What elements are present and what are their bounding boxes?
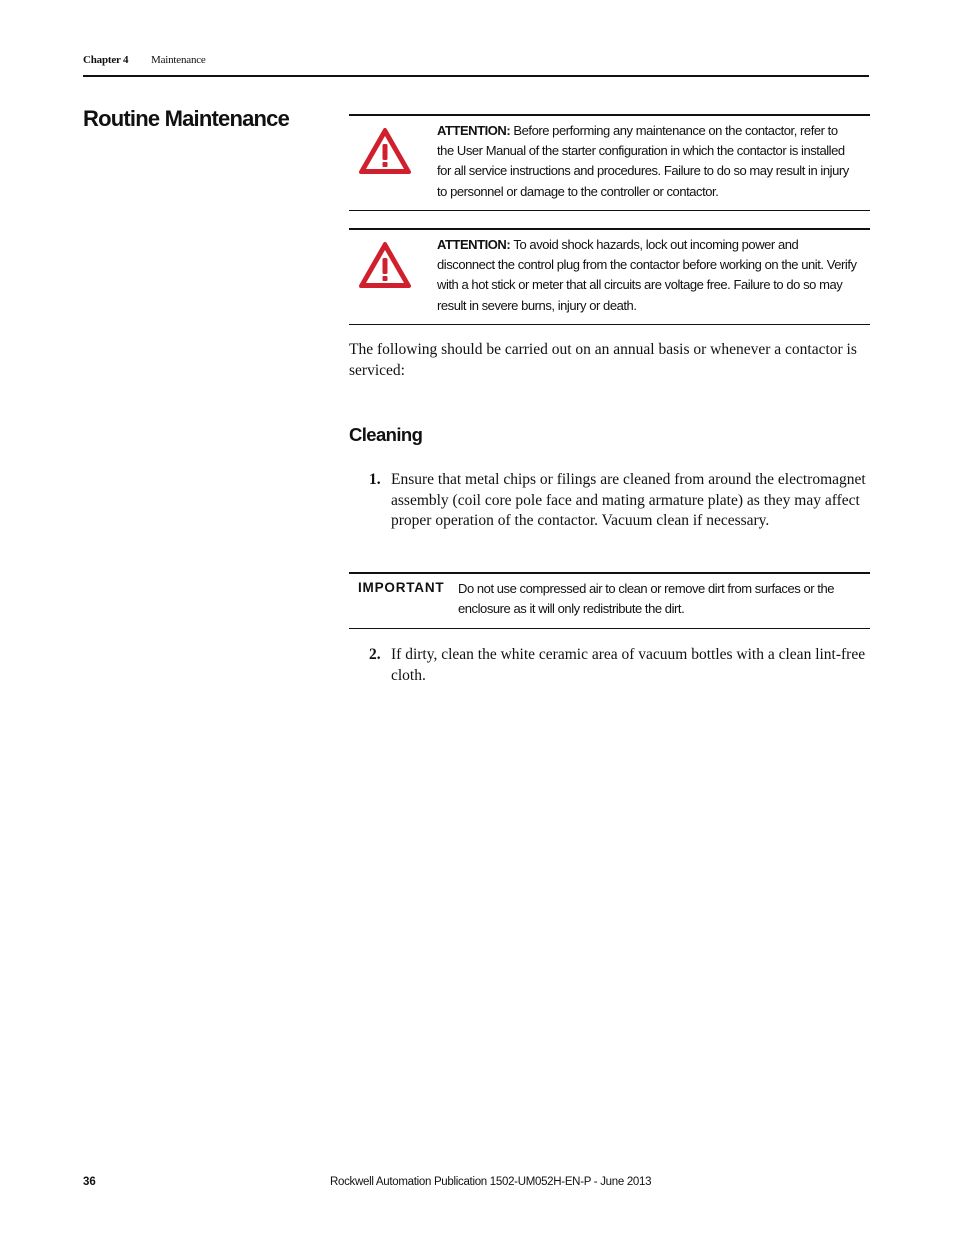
step-number: 2.: [369, 646, 381, 663]
step-number: 1.: [369, 471, 381, 488]
attention-box: [349, 228, 870, 325]
header-divider: [83, 75, 869, 77]
important-label: IMPORTANT: [358, 580, 445, 595]
publication-footer: Rockwell Automation Publication 1502-UM052H-EN-P - June 2013: [330, 1176, 652, 1188]
page-number: 36: [83, 1176, 96, 1188]
section-title: Routine Maintenance: [83, 106, 290, 131]
attention-box: [349, 114, 870, 211]
list-item: [349, 470, 869, 532]
subsection-title: Cleaning: [349, 424, 423, 445]
chapter-section-label: Maintenance: [151, 54, 206, 66]
attention-body: Before performing any maintenance on the contactor, refer to the User Manual of the starter configuration in which the contactor is installed for all service instructions and procedures. Failure to do so may result in injury to personnel or damage to the controller or contactor.: [437, 123, 849, 199]
chapter-label: Chapter 4: [83, 54, 129, 66]
step-text: Ensure that metal chips or filings are cleaned from around the electromagnet assembly (coil core pole face and mating armature plate) as they may affect proper operation of the contactor. Vacuum clean if necessary.: [391, 471, 866, 529]
important-text: Do not use compressed air to clean or remove dirt from surfaces or the enclosure as it will only redistribute the dirt.: [458, 581, 835, 616]
attention-label: ATTENTION:: [437, 123, 514, 138]
step-text: If dirty, clean the white ceramic area of vacuum bottles with a clean lint-free cloth.: [391, 646, 866, 684]
warning-triangle-icon: [358, 127, 412, 175]
running-header: [83, 53, 869, 77]
warning-triangle-icon: [358, 241, 412, 289]
intro-paragraph: The following should be carried out on an annual basis or whenever a contactor is serviced:: [349, 341, 857, 379]
list-item: [349, 645, 869, 686]
attention-text: [437, 121, 857, 202]
attention-body: To avoid shock hazards, lock out incoming power and disconnect the control plug from the contactor before working on the unit. Verify with a hot stick or meter that all circuits are voltage free. Failure to do so may result in severe burns, injury or death.: [437, 237, 857, 313]
important-box: [349, 572, 870, 629]
attention-text: [437, 235, 857, 316]
attention-label: ATTENTION:: [437, 237, 514, 252]
